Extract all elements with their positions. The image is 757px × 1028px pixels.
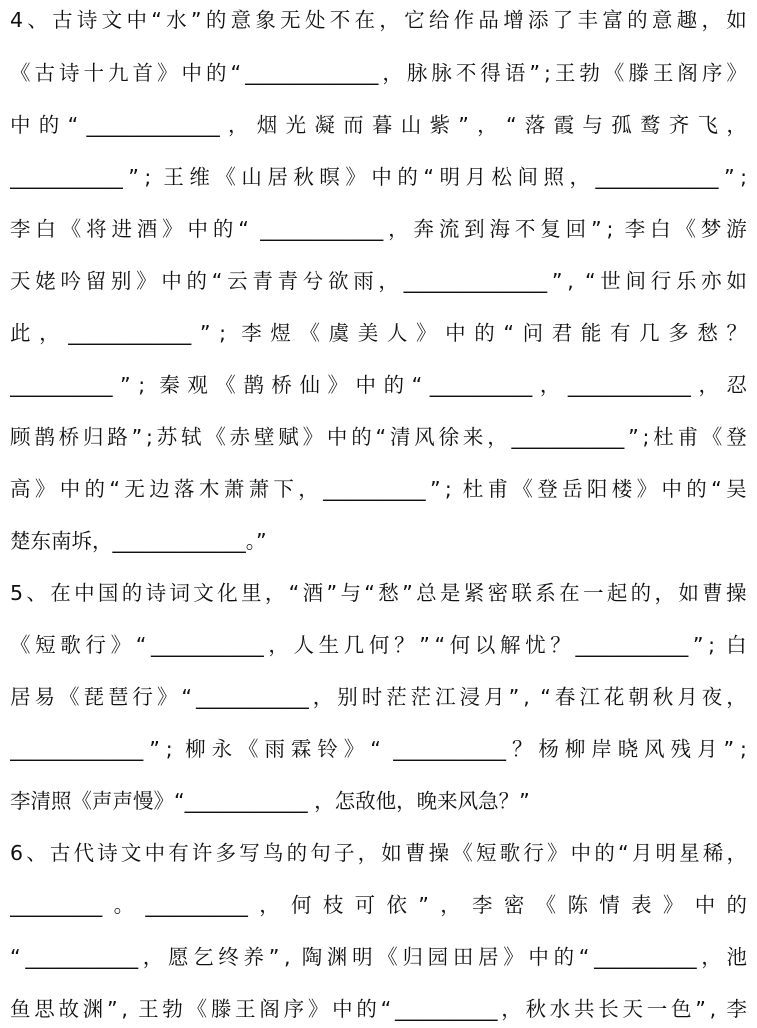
text-line: 高 》 中 的 “ 无 边 落 木 萧 萧 下 ， __________ ” ; 杜 甫 《 登 岳 阳 楼 》 中 的 “ 吴 (10, 477, 747, 501)
text-line: 5 、 在 中 国 的 诗 词 文 化 里 ， “ 酒 ” 与 “ 愁 ” 总 是 紧 密 联 系 在 一 起 的 ， 如 曹 操 (10, 581, 747, 605)
text-line: 顾 鹊 桥 归 路 ” ; 苏 轼 《 赤 壁 赋 》 中 的 “ 清 风 徐 来 ， ___________ ” ; 杜 甫 《 登 (10, 425, 747, 449)
text-line: 4 、 古 诗 文 中 “ 水 ” 的 意 象 无 处 不 在 ， 它 给 作 品 增 添 了 丰 富 的 意 趣 ， 如 (10, 8, 747, 32)
text-line: ___________ ” ; 王 维 《 山 居 秋 暝 》 中 的 “ 明 月 松 间 照 ， ____________ ” ; (10, 165, 747, 189)
text-line: 楚东南坼，_____________。” (10, 529, 267, 553)
text-line: “ ___________ ， 愿 乞 终 养 ” , 陶 渊 明 《 归 园 田 居 》 中 的 “ __________ ， 池 (10, 945, 747, 969)
text-line: __________ ” ; 秦 观 《 鹊 桥 仙 》 中 的 “ __________ ， ____________ ， 忍 (10, 373, 747, 397)
text-line: 李 白 《 将 进 酒 》 中 的 “ ____________ ， 奔 流 到 海 不 复 回 ” ; 李 白 《 梦 游 (10, 217, 747, 241)
text-line: _________ 。 __________ ， 何 枝 可 依 ” ， 李 密 《 陈 情 表 》 中 的 (10, 893, 747, 917)
text-line: 《 古 诗 十 九 首 》 中 的 “ _____________ ， 脉 脉 不 得 语 ” ; 王 勃 《 滕 王 阁 序 》 (10, 61, 747, 85)
text-line: 居 易 《 琵 琶 行 》 “ ___________ ， 别 时 茫 茫 江 浸 月 ” , “ 春 江 花 朝 秋 月 夜 ， (10, 685, 747, 709)
text-line: 天 姥 吟 留 别 》 中 的 “ 云 青 青 兮 欲 雨 ， ______________ ” , “ 世 间 行 乐 亦 如 (10, 269, 747, 293)
text-line: 6 、 古 代 诗 文 中 有 许 多 写 鸟 的 句 子 ， 如 曹 操 《 短 歌 行 》 中 的 “ 月 明 星 稀 ， (10, 841, 747, 865)
text-line: 此 ， ____________ ” ; 李 煜 《 虞 美 人 》 中 的 “ 问 君 能 有 几 多 愁 ？ (10, 321, 747, 345)
text-line: _____________ ” ; 柳 永 《 雨 霖 铃 》 “ ___________ ？ 杨 柳 岸 晓 风 残 月 ” ; (10, 737, 747, 761)
text-line: 李清照《声声慢》“____________ ，怎敌他，晚来风急？” (10, 789, 530, 813)
text-line: 鱼 思 故 渊 ” , 王 勃 《 滕 王 阁 序 》 中 的 “ __________ ， 秋 水 共 长 天 一 色 ” , 李 (10, 997, 747, 1021)
text-line: 中 的 “ _____________ ， 烟 光 凝 而 暮 山 紫 ” ， “ 落 霞 与 孤 鹜 齐 飞 ， (10, 113, 747, 137)
text-line: 《 短 歌 行 》 “ ___________ ， 人 生 几 何 ？ ” “ 何 以 解 忧 ？ ___________ ” ; 白 (10, 633, 747, 657)
